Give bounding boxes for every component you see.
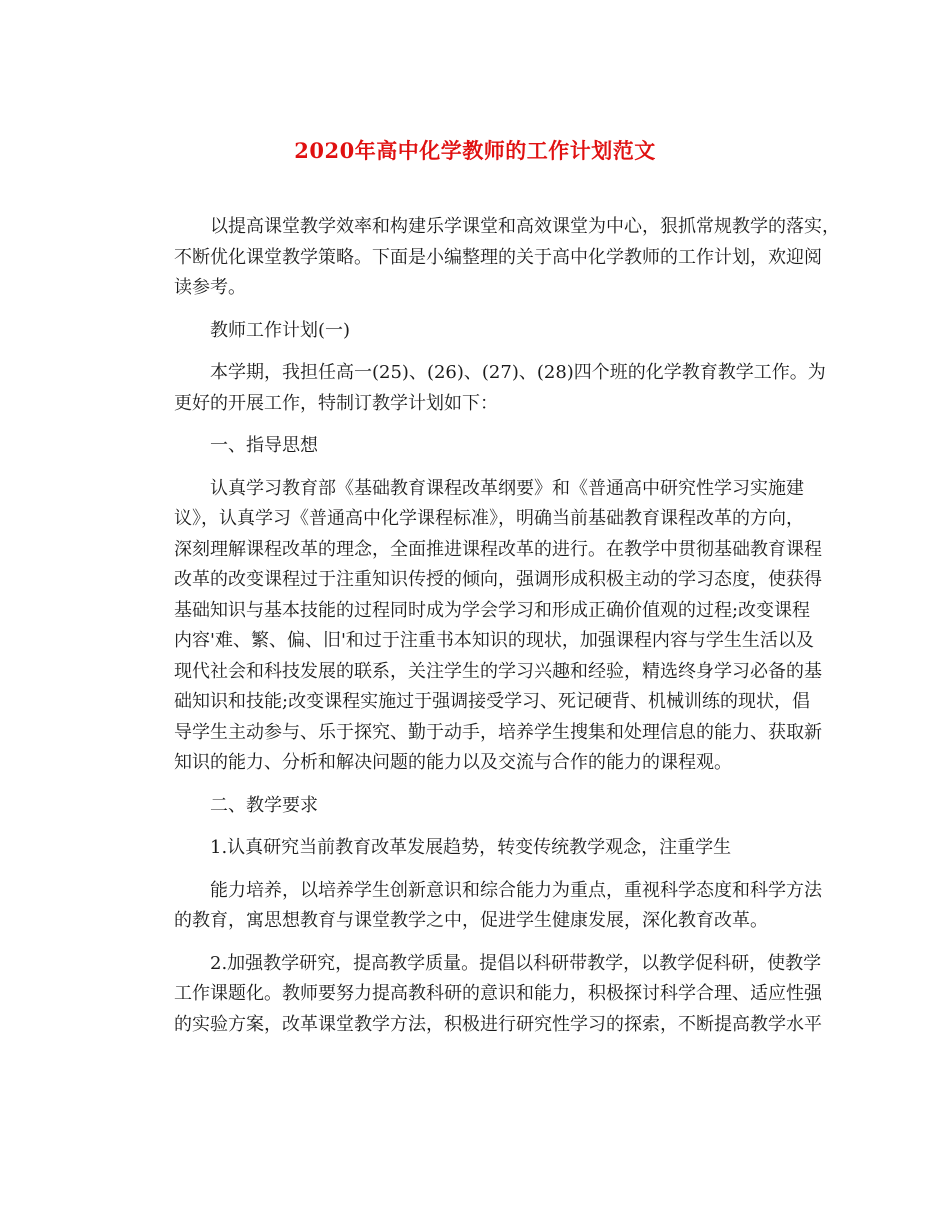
section-heading-guiding-idea <box>138 431 814 462</box>
text-line: 一、指导思想 <box>210 435 318 456</box>
paragraph-intro <box>138 212 840 304</box>
document-body <box>138 212 840 1052</box>
text-line: 本学期，我担任高一(25)、(26)、(27)、(28)四个班的化学教育教学工作。为 <box>210 362 826 383</box>
paragraph-requirement-one-continued <box>138 876 822 937</box>
text-line: 知识的能力、分析和解决问题的能力以及交流与合作的能力的课程观。 <box>174 752 732 773</box>
text-line: 基础知识与基本技能的过程同时成为学会学习和形成正确价值观的过程;改变课程 <box>174 599 811 621</box>
text-line: 的教育，寓思想教育与课堂教学之中，促进学生健康发展，深化教育改革。 <box>174 910 768 931</box>
text-line: 改革的改变课程过于注重知识传授的倾向，强调形成积极主动的学习态度，使获得 <box>174 569 822 590</box>
section-heading-teaching-requirements <box>138 791 814 822</box>
text-line: 内容'难、繁、偏、旧'和过于注重书本知识的现状，加强课程内容与学生生活以及 <box>174 630 814 651</box>
text-line: 二、教学要求 <box>210 794 318 816</box>
text-line: 深刻理解课程改革的理念，全面推进课程改革的进行。在教学中贯彻基础教育课程 <box>174 538 822 560</box>
text-line: 工作课题化。教师要努力提高教科研的意识和能力，积极探讨科学合理、适应性强 <box>174 983 822 1004</box>
text-line: 础知识和技能;改变课程实施过于强调接受学习、死记硬背、机械训练的现状，倡 <box>174 691 811 712</box>
text-line: 议》，认真学习《普通高中化学课程标准》，明确当前基础教育课程改革的方向， <box>174 508 804 529</box>
document-title: 2020年高中化学教师的工作计划范文 <box>294 138 656 163</box>
paragraph-semester <box>138 358 826 419</box>
text-line: 能力培养，以培养学生创新意识和综合能力为重点，重视科学态度和科学方法 <box>210 879 822 901</box>
text-line: 现代社会和科技发展的联系，关注学生的学习兴趣和经验，精选终身学习必备的基 <box>174 660 822 682</box>
text-line: 读参考。 <box>174 277 246 298</box>
text-line: 导学生主动参与、乐于探究、勤于动手，培养学生搜集和处理信息的能力、获取新 <box>174 721 822 743</box>
text-line: 以提高课堂教学效率和构建乐学课堂和高效课堂为中心，狠抓常规教学的落实， <box>210 216 840 237</box>
text-line: 教师工作计划(一) <box>210 319 351 341</box>
text-line: 更好的开展工作，特制订教学计划如下： <box>174 392 498 414</box>
text-line: 1.认真研究当前教育改革发展趋势，转变传统教学观念，注重学生 <box>210 837 732 858</box>
paragraph-requirement-one <box>138 833 814 864</box>
section-heading-plan-one <box>138 316 814 347</box>
text-line: 不断优化课堂教学策略。下面是小编整理的关于高中化学教师的工作计划，欢迎阅 <box>174 246 822 268</box>
paragraph-guiding-idea <box>138 474 822 779</box>
text-line: 2.加强教学研究，提高教学质量。提倡以科研带教学，以教学促科研，使教学 <box>210 952 822 974</box>
paragraph-requirement-two <box>138 949 822 1041</box>
text-line: 的实验方案，改革课堂教学方法，积极进行研究性学习的探索，不断提高教学水平 <box>174 1013 822 1035</box>
text-line: 认真学习教育部《基础教育课程改革纲要》和《普通高中研究性学习实施建 <box>210 477 804 499</box>
